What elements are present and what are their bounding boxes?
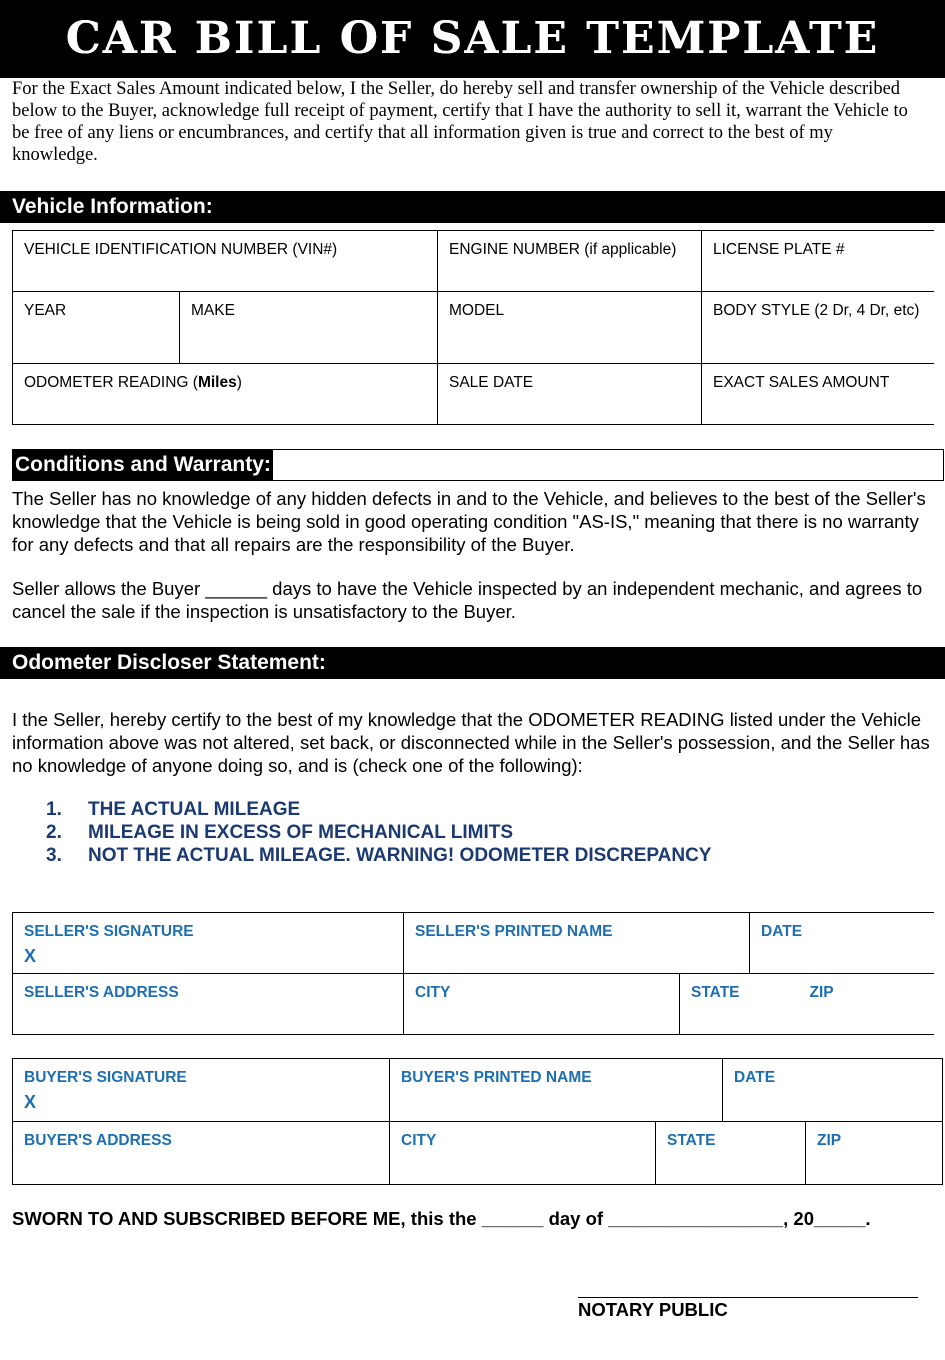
buyer-printed-name-field[interactable] [390, 1059, 723, 1122]
amount-field[interactable] [702, 364, 934, 425]
plate-label: LICENSE PLATE # [713, 241, 845, 258]
model-field[interactable] [438, 292, 702, 364]
make-field[interactable] [180, 292, 438, 364]
buyer-address-field[interactable] [13, 1122, 390, 1185]
sworn-statement: SWORN TO AND SUBSCRIBED BEFORE ME, this the ______ day of _________________, 20_____. [12, 1208, 871, 1229]
inspection-paragraph: Seller allows the Buyer ______ days to have the Vehicle inspected by an independent mechanic, and agrees to cancel the sale if the inspection is unsatisfactory to the Buyer. [12, 578, 923, 622]
amount-label: EXACT SALES AMOUNT [713, 374, 890, 391]
model-label: MODEL [449, 302, 505, 319]
seller-zip-label: ZIP [809, 984, 834, 1001]
year-field[interactable] [13, 292, 180, 364]
mileage-option-3[interactable]: 3. NOT THE ACTUAL MILEAGE. WARNING! ODOMETER DISCREPANCY [46, 845, 712, 866]
seller-date-field[interactable] [750, 913, 934, 974]
seller-state-zip-field[interactable] [680, 974, 934, 1035]
seller-printed-name-label: SELLER'S PRINTED NAME [415, 923, 613, 940]
odometer-field[interactable] [13, 364, 438, 425]
year-label: YEAR [24, 302, 67, 319]
mileage-options [46, 798, 711, 867]
sale-date-field[interactable] [438, 364, 702, 425]
seller-signature-field[interactable] [13, 913, 404, 974]
buyer-signature-label: BUYER'S SIGNATURE [24, 1069, 187, 1086]
make-label: MAKE [191, 302, 235, 319]
vehicle-info-table [12, 230, 934, 425]
odometer-paragraph: I the Seller, hereby certify to the best of my knowledge that the ODOMETER READING listed under the Vehicle information above was not altered, set back, or disconnected while in the Seller's possession, and the Seller has no knowledge of anyone doing so, and is (check one of the following): [12, 709, 930, 776]
notary-public-label: NOTARY PUBLIC [578, 1299, 728, 1320]
seller-state-label: STATE [691, 984, 740, 1001]
odometer-label: ODOMETER READING (Miles) [24, 374, 242, 391]
body-style-field[interactable] [702, 292, 934, 364]
buyer-zip-label: ZIP [817, 1132, 842, 1149]
buyer-printed-name-label: BUYER'S PRINTED NAME [401, 1069, 592, 1086]
page-title: CAR BILL OF SALE TEMPLATE [0, 0, 945, 78]
seller-date-label: DATE [761, 923, 803, 940]
seller-address-field[interactable] [13, 974, 404, 1035]
engine-label: ENGINE NUMBER (if applicable) [449, 241, 677, 258]
buyer-x-mark: X [24, 1092, 37, 1112]
seller-city-label: CITY [415, 984, 451, 1001]
buyer-city-field[interactable] [390, 1122, 656, 1185]
mileage-option-1[interactable]: 1. THE ACTUAL MILEAGE [46, 799, 301, 820]
seller-printed-name-field[interactable] [404, 913, 750, 974]
buyer-date-field[interactable] [723, 1059, 943, 1122]
buyer-table [12, 1058, 943, 1185]
seller-signature-label: SELLER'S SIGNATURE [24, 923, 194, 940]
engine-field[interactable] [438, 231, 702, 292]
odometer-section-heading: Odometer Discloser Statement: [0, 647, 945, 679]
conditions-paragraph: The Seller has no knowledge of any hidden defects in and to the Vehicle, and believes to the best of the Seller's knowledge that the Vehicle is being sold in good operating condition "AS-IS," meaning that there is no warranty for any defects and that all repairs are the responsibility of the Buyer. [12, 488, 926, 555]
mileage-option-2[interactable]: 2. MILEAGE IN EXCESS OF MECHANICAL LIMITS [46, 822, 514, 843]
buyer-signature-field[interactable] [13, 1059, 390, 1122]
sale-date-label: SALE DATE [449, 374, 534, 391]
plate-field[interactable] [702, 231, 934, 292]
buyer-state-label: STATE [667, 1132, 716, 1149]
conditions-heading-text: Conditions and Warranty: [13, 450, 273, 480]
seller-address-label: SELLER'S ADDRESS [24, 984, 179, 1001]
vehicle-section-heading: Vehicle Information: [0, 191, 945, 223]
buyer-date-label: DATE [734, 1069, 776, 1086]
buyer-zip-field[interactable] [806, 1122, 943, 1185]
conditions-section-heading [12, 449, 944, 481]
vin-field[interactable] [13, 231, 438, 292]
vin-label: VEHICLE IDENTIFICATION NUMBER (VIN#) [24, 241, 338, 258]
buyer-address-label: BUYER'S ADDRESS [24, 1132, 172, 1149]
seller-city-field[interactable] [404, 974, 680, 1035]
body-style-label: BODY STYLE (2 Dr, 4 Dr, etc) [713, 302, 920, 319]
buyer-state-field[interactable] [656, 1122, 806, 1185]
seller-table [12, 912, 934, 1035]
intro-paragraph: For the Exact Sales Amount indicated below, I the Seller, do hereby sell and transfer ownership of the Vehicle described below to the Buyer, acknowledge full receipt of payment, certify that I have the authority to sell it, warrant the Vehicle to be free of any liens or encumbrances, and certify that all information given is true and correct to the best of my knowledge. [12, 79, 908, 165]
buyer-city-label: CITY [401, 1132, 437, 1149]
seller-x-mark: X [24, 946, 37, 966]
